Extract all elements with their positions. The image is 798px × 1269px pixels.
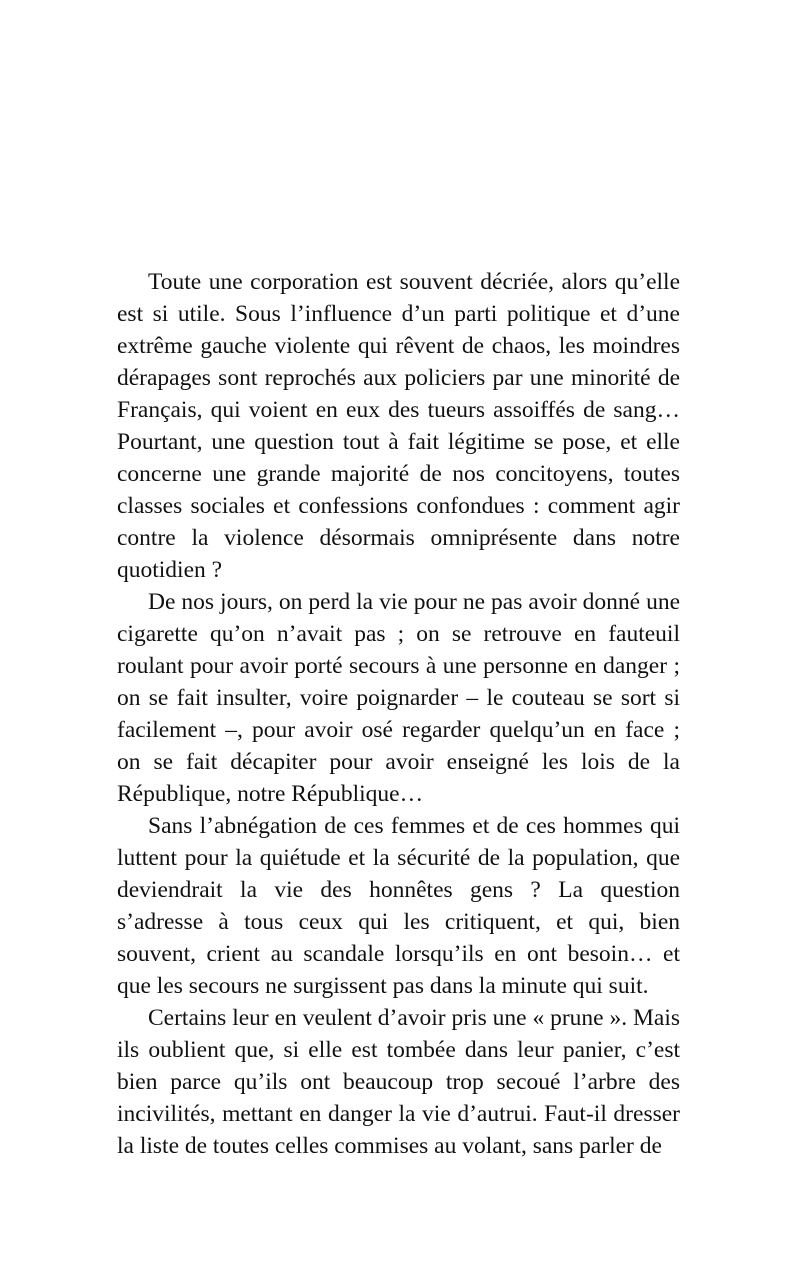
paragraph-3: Sans l’abnégation de ces femmes et de ces hommes qui luttent pour la quiétude et la sécurité de la population, que deviendrait la vie des honnêtes gens ? La question s’adresse à tous ceux qui les critiquent, et qui, bien souvent, crient au scandale lorsqu’ils en ont besoin… et que les secours ne surgissent pas dans la minute qui suit. xyxy=(117,813,680,999)
paragraph-2: De nos jours, on perd la vie pour ne pas avoir donné une cigarette qu’on n’avait pas ; on se retrouve en fauteuil roulant pour avoir porté secours à une personne en danger ; on se fait insulter, voire poignarder – le couteau se sort si facilement –, pour avoir osé regarder quelqu’un en face ; on se fait décapiter pour avoir enseigné les lois de la République, notre République… xyxy=(117,589,680,807)
paragraph-4: Certains leur en veulent d’avoir pris une « prune ». Mais ils oublient que, si elle est tombée dans leur panier, c’est bien parce qu’ils ont beaucoup trop secoué l’arbre des incivilités, mettant en danger la vie d’autrui. Faut-il dresser la liste de toutes celles commises au volant, sans parler de xyxy=(117,1005,680,1159)
body-text xyxy=(117,266,680,1162)
paragraph-1: Toute une corporation est souvent décriée, alors qu’elle est si utile. Sous l’influence d’un parti politique et d’une extrême gauche violente qui rêvent de chaos, les moindres dérapages sont reprochés aux policiers par une minorité de Français, qui voient en eux des tueurs assoiffés de sang… Pourtant, une question tout à fait légitime se pose, et elle concerne une grande majorité de nos concitoyens, toutes classes sociales et confessions confondues : comment agir contre la violence désormais omniprésente dans notre quotidien ? xyxy=(117,269,680,583)
